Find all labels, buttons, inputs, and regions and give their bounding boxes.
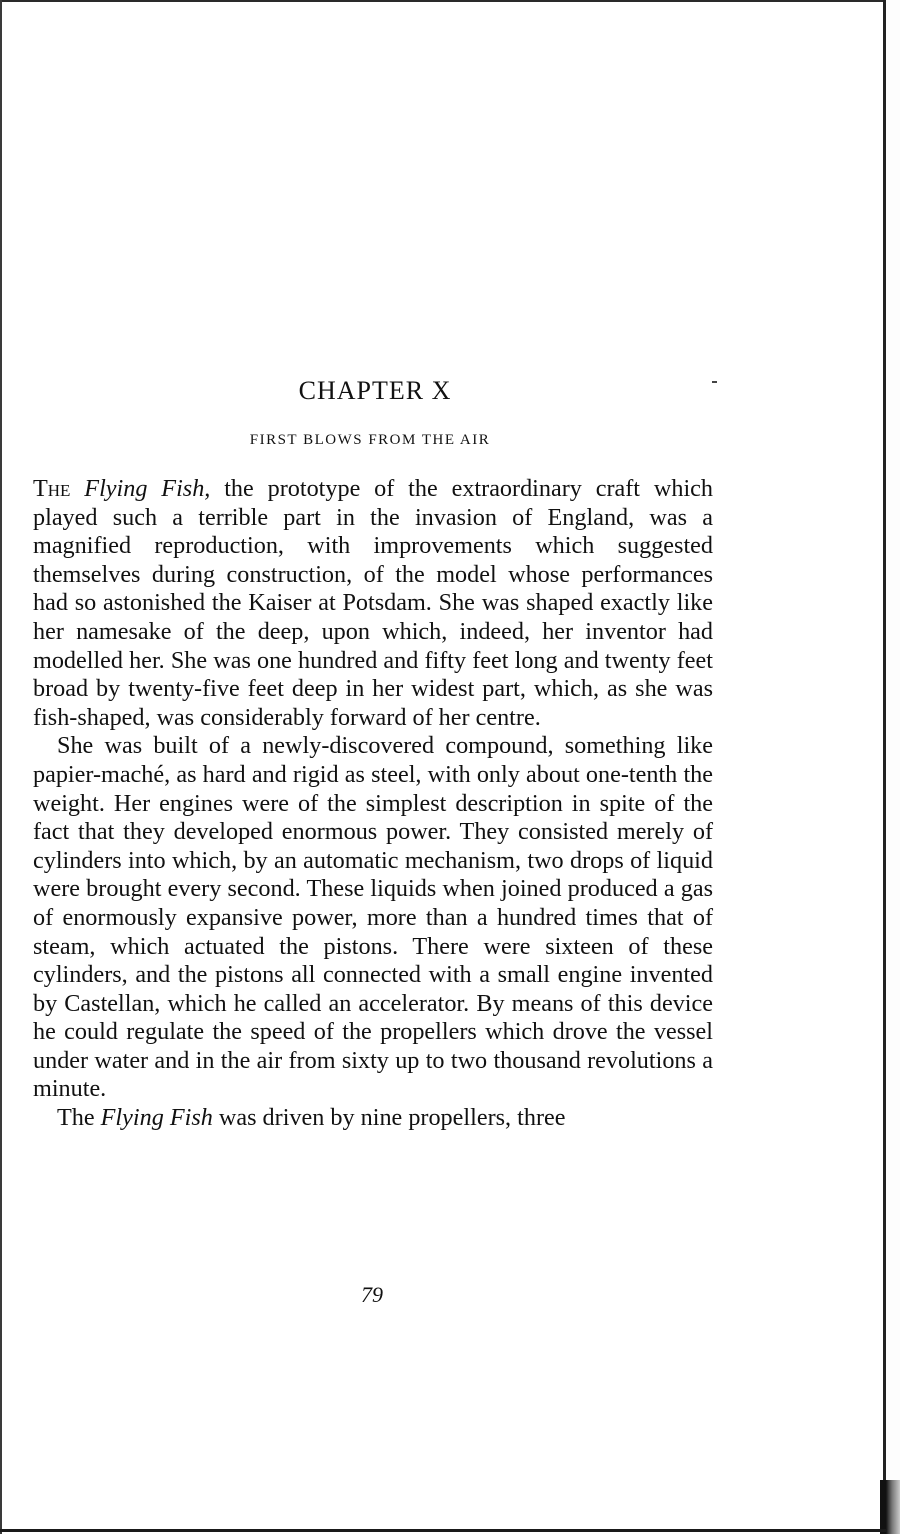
paragraph-lead-word: The bbox=[57, 1104, 101, 1132]
paragraph-1 bbox=[33, 475, 713, 732]
chapter-title: CHAPTER X bbox=[298, 376, 452, 405]
binding-shadow bbox=[880, 1480, 900, 1534]
paragraph-text: was driven by nine propellers, three bbox=[212, 1104, 566, 1132]
chapter-subtitle: FIRST BLOWS FROM THE AIR bbox=[249, 432, 491, 448]
page-edge-top bbox=[0, 0, 900, 2]
page-edge-bottom bbox=[0, 1529, 886, 1532]
paragraph-italic-title: Flying Fish, bbox=[84, 475, 211, 502]
page-number: 79 bbox=[361, 1282, 383, 1307]
paragraph-text: the prototype of the extraordinary craft which played such a terrible part in the invasion of England, was a magnified reproduction, with improvements which suggested themselves during construction, of the model whose performances had so astonished the Kaiser at Potsdam. She was shaped exactly like her namesake of the deep, upon which, indeed, her inventor had modelled her. She was one hundred and fifty feet long and twenty feet broad by twenty-five feet deep in her widest part, which, as she was fish-shaped, was considerably forward of her centre. bbox=[33, 475, 713, 731]
body-text bbox=[33, 475, 713, 1133]
paragraph-lead-word: The bbox=[33, 475, 71, 502]
paragraph-3 bbox=[33, 1104, 713, 1133]
paragraph-2: She was built of a newly-discovered compound, something like papier-maché, as hard and rigid as steel, with only about one-tenth the weight. Her engines were of the simplest description in spite of the fact that they developed enormous power. They consisted merely of cylinders into which, by an automatic mechanism, two drops of liquid were brought every second. These liquids when joined produced a gas of enormously expansive power, more than a hundred times that of steam, which actuated the pistons. There were sixteen of these cylinders, and the pistons all connected with a small engine invented by Castellan, which he called an accelerator. By means of this device he could regulate the speed of the propellers which drove the vessel under water and in the air from sixty up to two thousand revolutions a minute. bbox=[33, 732, 713, 1103]
paragraph-italic-title: Flying Fish bbox=[100, 1104, 213, 1132]
page-margin-strip bbox=[886, 0, 900, 1534]
